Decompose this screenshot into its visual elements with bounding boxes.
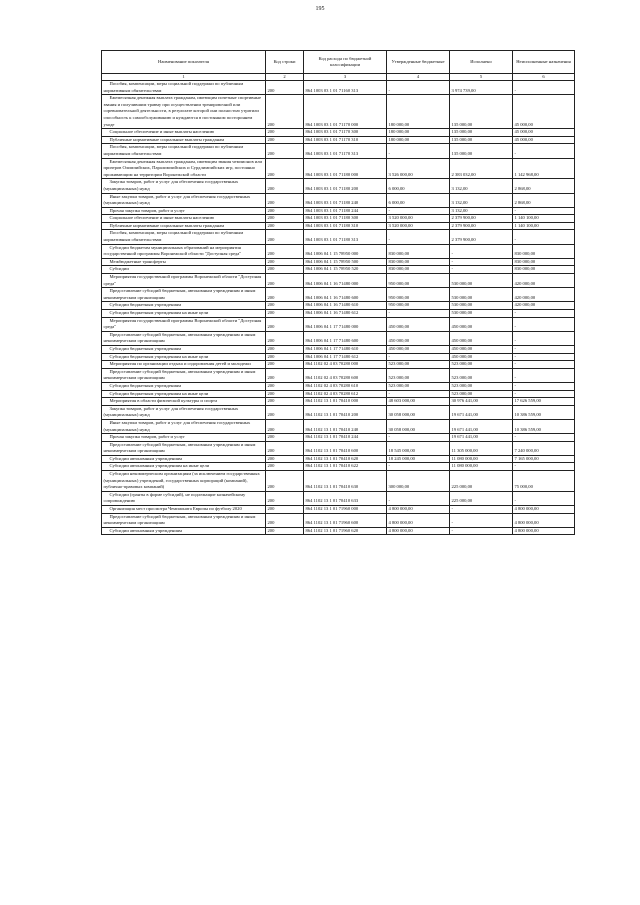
row-executed-value: 3 132,00 <box>450 207 513 215</box>
table-row <box>102 390 575 398</box>
row-approved-value: 6 000,00 <box>387 179 450 193</box>
row-unexecuted-value: - <box>513 81 575 95</box>
row-name: Прочая закупка товаров, работ и услуг <box>102 207 266 215</box>
row-unexecuted-value: 2 868,00 <box>513 179 575 193</box>
row-unexecuted-value: 830 000,00 <box>513 244 575 258</box>
row-approved-value: - <box>387 207 450 215</box>
row-name: Организация мест просмотра Чемпионата Европы по футболу 2020 <box>102 506 266 514</box>
row-classification-code: 864 1003 03 1 01 71170 313 <box>304 144 387 158</box>
row-approved-value: 950 000,00 <box>387 274 450 288</box>
row-executed-value: 11 305 000,00 <box>450 441 513 455</box>
table-row <box>102 331 575 345</box>
row-line-code: 200 <box>266 266 304 274</box>
row-classification-code: 864 1102 02 4 03 70280 612 <box>304 390 387 398</box>
row-name: Субсидии бюджетным учреждениям на иные цели <box>102 353 266 361</box>
column-number: 2 <box>266 74 304 81</box>
row-executed-value: - <box>450 513 513 527</box>
row-classification-code: 864 1003 03 1 01 71170 300 <box>304 129 387 137</box>
table-row <box>102 419 575 433</box>
row-executed-value: 30 976 441,00 <box>450 398 513 406</box>
row-approved-value: 523 000,00 <box>387 368 450 382</box>
row-unexecuted-value: - <box>513 331 575 345</box>
row-executed-value: 225 000,00 <box>450 471 513 492</box>
row-name: Межбюджетные трансферты <box>102 258 266 266</box>
row-line-code: 200 <box>266 506 304 514</box>
row-executed-value: - <box>450 506 513 514</box>
table-row <box>102 513 575 527</box>
row-name: Субсидии (гранты в форме субсидий), не подлежащие казначейскому сопровождению <box>102 491 266 505</box>
row-approved-value: 450 000,00 <box>387 317 450 331</box>
page-number: 195 <box>315 6 325 12</box>
row-line-code: 200 <box>266 95 304 129</box>
row-unexecuted-value: - <box>513 368 575 382</box>
row-classification-code: 864 1102 13 1 01 70410 622 <box>304 463 387 471</box>
row-executed-value: 450 000,00 <box>450 331 513 345</box>
row-approved-value: 30 058 000,00 <box>387 405 450 419</box>
row-line-code: 200 <box>266 398 304 406</box>
row-executed-value: 3 974 739,00 <box>450 81 513 95</box>
row-line-code: 200 <box>266 434 304 442</box>
row-line-code: 200 <box>266 302 304 310</box>
table-row <box>102 222 575 230</box>
row-classification-code: 864 1102 13 1 01 71960 000 <box>304 506 387 514</box>
row-unexecuted-value: 1 142 968,00 <box>513 158 575 179</box>
row-unexecuted-value: - <box>513 230 575 244</box>
row-line-code: 200 <box>266 222 304 230</box>
row-line-code: 200 <box>266 215 304 223</box>
row-unexecuted-value: - <box>513 491 575 505</box>
row-name: Субсидии бюджетам муниципальных образований на мероприятия государственной программы Воронежской области "Доступная среда" <box>102 244 266 258</box>
row-classification-code: 864 1102 02 4 03 70280 610 <box>304 382 387 390</box>
row-approved-value: 950 000,00 <box>387 288 450 302</box>
row-unexecuted-value: - <box>513 463 575 471</box>
row-classification-code: 864 1102 02 4 03 70280 000 <box>304 361 387 369</box>
row-approved-value: 4 800 000,00 <box>387 506 450 514</box>
row-approved-value: 180 000,00 <box>387 95 450 129</box>
table-row <box>102 471 575 492</box>
row-classification-code: 864 1006 04 1 16 71480 612 <box>304 310 387 318</box>
row-classification-code: 864 1003 03 1 01 71180 000 <box>304 158 387 179</box>
row-executed-value: 11 080 000,00 <box>450 463 513 471</box>
table-row <box>102 266 575 274</box>
row-approved-value: 523 000,00 <box>387 361 450 369</box>
table-row <box>102 274 575 288</box>
row-classification-code: 864 1102 13 1 01 70410 633 <box>304 491 387 505</box>
row-executed-value: 3 132,00 <box>450 193 513 207</box>
budget-execution-table <box>101 50 575 535</box>
row-line-code: 200 <box>266 463 304 471</box>
table-row <box>102 398 575 406</box>
row-line-code: 200 <box>266 244 304 258</box>
row-line-code: 200 <box>266 81 304 95</box>
row-executed-value: 450 000,00 <box>450 317 513 331</box>
row-name: Пособия, компенсации, меры социальной поддержки по публичным нормативным обязательствам <box>102 144 266 158</box>
table-row <box>102 288 575 302</box>
row-unexecuted-value: - <box>513 382 575 390</box>
row-unexecuted-value: 45 000,00 <box>513 136 575 144</box>
row-name: Закупка товаров, работ и услуг для обеспечения государственных (муниципальных) нужд <box>102 179 266 193</box>
row-name: Субсидии автономным учреждениям <box>102 527 266 535</box>
row-approved-value: 3 520 000,00 <box>387 215 450 223</box>
row-approved-value: 450 000,00 <box>387 331 450 345</box>
row-name: Мероприятия по организации отдыха и оздоровления детей и молодежи <box>102 361 266 369</box>
row-unexecuted-value: 7 165 000,00 <box>513 455 575 463</box>
row-classification-code: 864 1006 04 1 15 78950 500 <box>304 258 387 266</box>
row-name: Субсидии бюджетным учреждениям на иные цели <box>102 390 266 398</box>
row-name: Закупка товаров, работ и услуг для обеспечения государственных (муниципальных) нужд <box>102 405 266 419</box>
row-classification-code: 864 1102 13 1 01 70410 000 <box>304 398 387 406</box>
row-line-code: 200 <box>266 441 304 455</box>
row-name: Социальное обеспечение и иные выплаты населению <box>102 215 266 223</box>
row-line-code: 200 <box>266 274 304 288</box>
row-line-code: 200 <box>266 491 304 505</box>
row-classification-code: 864 1003 03 1 01 71160 313 <box>304 81 387 95</box>
row-unexecuted-value: 10 386 559,00 <box>513 405 575 419</box>
row-approved-value: 180 000,00 <box>387 136 450 144</box>
row-approved-value: 6 000,00 <box>387 193 450 207</box>
row-name: Субсидии <box>102 266 266 274</box>
table-row <box>102 193 575 207</box>
row-line-code: 200 <box>266 331 304 345</box>
header-budget-classification: Код расхода по бюджетной классификации <box>304 51 387 74</box>
table-row <box>102 463 575 471</box>
table-row <box>102 345 575 353</box>
row-name: Мероприятия государственной программы Воронежской области "Доступная среда" <box>102 274 266 288</box>
row-approved-value: 3 520 000,00 <box>387 222 450 230</box>
row-approved-value: 4 800 000,00 <box>387 513 450 527</box>
row-executed-value: 523 000,00 <box>450 390 513 398</box>
row-executed-value: 135 000,00 <box>450 129 513 137</box>
row-classification-code: 864 1006 04 1 17 71480 000 <box>304 317 387 331</box>
row-executed-value: 523 000,00 <box>450 368 513 382</box>
row-line-code: 200 <box>266 353 304 361</box>
row-classification-code: 864 1006 04 1 17 71480 600 <box>304 331 387 345</box>
row-unexecuted-value: 10 386 559,00 <box>513 419 575 433</box>
row-approved-value: 523 000,00 <box>387 382 450 390</box>
table-row <box>102 129 575 137</box>
table-row <box>102 368 575 382</box>
row-unexecuted-value: - <box>513 361 575 369</box>
row-executed-value: - <box>450 258 513 266</box>
row-line-code: 200 <box>266 230 304 244</box>
column-number: 6 <box>513 74 575 81</box>
row-line-code: 200 <box>266 513 304 527</box>
row-unexecuted-value: - <box>513 310 575 318</box>
row-executed-value: - <box>450 244 513 258</box>
row-classification-code: 864 1102 13 1 01 70410 620 <box>304 455 387 463</box>
row-name: Субсидии бюджетным учреждениям на иные цели <box>102 310 266 318</box>
row-line-code: 200 <box>266 345 304 353</box>
row-classification-code: 864 1102 13 1 01 71960 620 <box>304 527 387 535</box>
column-number: 3 <box>304 74 387 81</box>
row-classification-code: 864 1003 03 1 01 71180 300 <box>304 215 387 223</box>
row-classification-code: 864 1006 04 1 15 78950 520 <box>304 266 387 274</box>
row-approved-value: 3 526 000,00 <box>387 158 450 179</box>
row-executed-value: 2 383 032,00 <box>450 158 513 179</box>
row-executed-value: 523 000,00 <box>450 361 513 369</box>
row-name: Субсидии автономным учреждениям <box>102 455 266 463</box>
row-classification-code: 864 1003 03 1 01 71170 310 <box>304 136 387 144</box>
row-classification-code: 864 1102 02 4 03 70280 600 <box>304 368 387 382</box>
table-row <box>102 382 575 390</box>
row-classification-code: 864 1003 03 1 01 71180 313 <box>304 230 387 244</box>
row-line-code: 200 <box>266 455 304 463</box>
header-line-code: Код строки <box>266 51 304 74</box>
row-executed-value: 450 000,00 <box>450 345 513 353</box>
row-approved-value: 950 000,00 <box>387 302 450 310</box>
table-row <box>102 81 575 95</box>
row-unexecuted-value: 1 140 100,00 <box>513 222 575 230</box>
row-approved-value: 830 000,00 <box>387 266 450 274</box>
row-line-code: 200 <box>266 288 304 302</box>
table-row <box>102 136 575 144</box>
table-row <box>102 361 575 369</box>
row-unexecuted-value: 4 800 000,00 <box>513 513 575 527</box>
row-approved-value: 180 000,00 <box>387 129 450 137</box>
row-approved-value: 830 000,00 <box>387 258 450 266</box>
row-executed-value: 2 379 900,00 <box>450 230 513 244</box>
table-row <box>102 353 575 361</box>
table-row <box>102 144 575 158</box>
row-approved-value: 300 000,00 <box>387 471 450 492</box>
row-name: Мероприятия в области физической культуры и спорта <box>102 398 266 406</box>
row-approved-value: 4 800 000,00 <box>387 527 450 535</box>
row-executed-value: 135 000,00 <box>450 136 513 144</box>
row-approved-value: 30 058 000,00 <box>387 419 450 433</box>
row-line-code: 200 <box>266 193 304 207</box>
row-name: Субсидии бюджетным учреждениям <box>102 345 266 353</box>
row-classification-code: 864 1102 13 1 01 70410 244 <box>304 434 387 442</box>
row-unexecuted-value: 45 000,00 <box>513 129 575 137</box>
row-executed-value: 3 132,00 <box>450 179 513 193</box>
row-unexecuted-value: 420 000,00 <box>513 274 575 288</box>
row-unexecuted-value: 4 800 000,00 <box>513 527 575 535</box>
row-unexecuted-value: - <box>513 434 575 442</box>
row-line-code: 200 <box>266 382 304 390</box>
column-number-row <box>102 74 575 81</box>
table-row <box>102 258 575 266</box>
table-row <box>102 491 575 505</box>
table-row <box>102 302 575 310</box>
table-row <box>102 179 575 193</box>
row-executed-value: 225 000,00 <box>450 491 513 505</box>
row-executed-value: - <box>450 266 513 274</box>
table-row <box>102 527 575 535</box>
row-executed-value: 2 379 900,00 <box>450 222 513 230</box>
table-row <box>102 207 575 215</box>
row-name: Предоставление субсидий бюджетным, автономным учреждениям и иным некоммерческим организациям <box>102 368 266 382</box>
row-name: Ежемесячная денежная выплата гражданам, имеющим почетные спортивные звания и получившим травму при осуществлении тренировочной или соревновательной деятельности, в результате которой они полностью утратили способность к самообслуживанию и нуждаются в постоянном постороннем уходе <box>102 95 266 129</box>
row-line-code: 200 <box>266 158 304 179</box>
row-unexecuted-value: 830 000,00 <box>513 258 575 266</box>
row-classification-code: 864 1006 04 1 16 71480 000 <box>304 274 387 288</box>
row-name: Предоставление субсидий бюджетным, автономным учреждениям и иным некоммерческим организациям <box>102 331 266 345</box>
row-approved-value: - <box>387 390 450 398</box>
row-classification-code: 864 1006 04 1 15 78950 000 <box>304 244 387 258</box>
row-approved-value: 18 245 000,00 <box>387 455 450 463</box>
table-row <box>102 158 575 179</box>
table-row <box>102 95 575 129</box>
row-unexecuted-value: - <box>513 317 575 331</box>
table-row <box>102 434 575 442</box>
row-classification-code: 864 1006 04 1 17 71480 610 <box>304 345 387 353</box>
row-name: Субсидии бюджетным учреждениям <box>102 302 266 310</box>
row-line-code: 200 <box>266 310 304 318</box>
row-executed-value: 530 000,00 <box>450 302 513 310</box>
row-name: Социальное обеспечение и иные выплаты населению <box>102 129 266 137</box>
row-approved-value: - <box>387 491 450 505</box>
row-approved-value: - <box>387 434 450 442</box>
row-approved-value: 450 000,00 <box>387 345 450 353</box>
row-line-code: 200 <box>266 129 304 137</box>
row-unexecuted-value: - <box>513 390 575 398</box>
row-unexecuted-value: 7 240 000,00 <box>513 441 575 455</box>
row-name: Предоставление субсидий бюджетным, автономным учреждениям и иным некоммерческим организациям <box>102 513 266 527</box>
row-approved-value: 48 603 000,00 <box>387 398 450 406</box>
row-name: Пособия, компенсации, меры социальной поддержки по публичным нормативным обязательствам <box>102 230 266 244</box>
row-line-code: 200 <box>266 258 304 266</box>
row-classification-code: 864 1003 03 1 01 71180 310 <box>304 222 387 230</box>
row-unexecuted-value: 17 626 559,00 <box>513 398 575 406</box>
row-classification-code: 864 1006 04 1 17 71480 612 <box>304 353 387 361</box>
row-classification-code: 864 1003 03 1 01 71180 200 <box>304 179 387 193</box>
row-classification-code: 864 1003 03 1 01 71180 244 <box>304 207 387 215</box>
row-classification-code: 864 1003 03 1 01 71180 240 <box>304 193 387 207</box>
row-line-code: 200 <box>266 368 304 382</box>
row-executed-value: 135 000,00 <box>450 144 513 158</box>
row-classification-code: 864 1102 13 1 01 70410 600 <box>304 441 387 455</box>
row-executed-value: 135 000,00 <box>450 95 513 129</box>
row-name: Субсидии некоммерческим организациям (за исключением государственных (муниципальных) учреждений, государственных корпораций (компаний), публично-правовых компаний) <box>102 471 266 492</box>
row-name: Субсидии бюджетным учреждениям <box>102 382 266 390</box>
row-executed-value: 11 080 000,00 <box>450 455 513 463</box>
row-line-code: 200 <box>266 179 304 193</box>
row-executed-value: 19 671 441,00 <box>450 419 513 433</box>
column-number: 4 <box>387 74 450 81</box>
row-classification-code: 864 1006 04 1 16 71480 610 <box>304 302 387 310</box>
row-unexecuted-value: 4 800 000,00 <box>513 506 575 514</box>
row-line-code: 200 <box>266 471 304 492</box>
row-classification-code: 864 1102 13 1 01 70410 630 <box>304 471 387 492</box>
row-approved-value: - <box>387 81 450 95</box>
row-approved-value: - <box>387 353 450 361</box>
row-name: Мероприятия государственной программы Воронежской области "Доступная среда" <box>102 317 266 331</box>
row-executed-value: 19 671 441,00 <box>450 434 513 442</box>
row-name: Пособия, компенсации, меры социальной поддержки по публичным нормативным обязательствам <box>102 81 266 95</box>
row-line-code: 200 <box>266 136 304 144</box>
row-unexecuted-value: - <box>513 144 575 158</box>
row-line-code: 200 <box>266 207 304 215</box>
row-unexecuted-value: - <box>513 345 575 353</box>
row-unexecuted-value: 2 868,00 <box>513 193 575 207</box>
header-unexecuted: Неисполненные назначения <box>513 51 575 74</box>
row-executed-value: 450 000,00 <box>450 353 513 361</box>
table-row <box>102 405 575 419</box>
row-name: Иные закупки товаров, работ и услуг для обеспечения государственных (муниципальных) нужд <box>102 419 266 433</box>
row-line-code: 200 <box>266 527 304 535</box>
row-name: Ежемесячная денежная выплата гражданам, имеющим звания чемпионов или призеров Олимпийских, Паралимпийских и Сурдлимпийских игр, постоянно проживающим на территории Воронежской области <box>102 158 266 179</box>
row-name: Субсидии автономным учреждениям на иные цели <box>102 463 266 471</box>
row-name: Предоставление субсидий бюджетным, автономным учреждениям и иным некоммерческим организациям <box>102 288 266 302</box>
row-classification-code: 864 1003 03 1 01 71170 000 <box>304 95 387 129</box>
header-executed: Исполнено <box>450 51 513 74</box>
table-header-row <box>102 51 575 74</box>
row-line-code: 200 <box>266 405 304 419</box>
table-row <box>102 244 575 258</box>
table-row <box>102 441 575 455</box>
header-approved: Утвержденные бюджетные <box>387 51 450 74</box>
row-unexecuted-value: 830 000,00 <box>513 266 575 274</box>
row-executed-value: 530 000,00 <box>450 288 513 302</box>
row-name: Публичные нормативные социальные выплаты гражданам <box>102 222 266 230</box>
row-classification-code: 864 1006 04 1 16 71480 600 <box>304 288 387 302</box>
row-name: Иные закупки товаров, работ и услуг для обеспечения государственных (муниципальных) нужд <box>102 193 266 207</box>
row-approved-value: - <box>387 144 450 158</box>
row-classification-code: 864 1102 13 1 01 70410 200 <box>304 405 387 419</box>
row-approved-value: - <box>387 463 450 471</box>
row-executed-value: - <box>450 527 513 535</box>
row-executed-value: 530 000,00 <box>450 274 513 288</box>
table-row <box>102 230 575 244</box>
row-unexecuted-value: 1 140 100,00 <box>513 215 575 223</box>
row-executed-value: 19 671 441,00 <box>450 405 513 419</box>
column-number: 1 <box>102 74 266 81</box>
row-name: Прочая закупка товаров, работ и услуг <box>102 434 266 442</box>
header-indicator-name: Наименование показателя <box>102 51 266 74</box>
row-classification-code: 864 1102 13 1 01 70410 240 <box>304 419 387 433</box>
table-row <box>102 310 575 318</box>
row-unexecuted-value: 75 000,00 <box>513 471 575 492</box>
row-classification-code: 864 1102 13 1 01 71960 600 <box>304 513 387 527</box>
row-line-code: 200 <box>266 317 304 331</box>
column-number: 5 <box>450 74 513 81</box>
row-line-code: 200 <box>266 144 304 158</box>
row-unexecuted-value: 420 000,00 <box>513 302 575 310</box>
row-executed-value: 523 000,00 <box>450 382 513 390</box>
row-approved-value: 830 000,00 <box>387 244 450 258</box>
row-executed-value: 2 379 900,00 <box>450 215 513 223</box>
row-line-code: 200 <box>266 361 304 369</box>
table-row <box>102 215 575 223</box>
row-approved-value: - <box>387 310 450 318</box>
table-row <box>102 506 575 514</box>
row-name: Предоставление субсидий бюджетным, автономным учреждениям и иным некоммерческим организациям <box>102 441 266 455</box>
row-line-code: 200 <box>266 419 304 433</box>
row-unexecuted-value: 420 000,00 <box>513 288 575 302</box>
row-approved-value: 18 545 000,00 <box>387 441 450 455</box>
row-unexecuted-value: - <box>513 207 575 215</box>
row-unexecuted-value: 45 000,00 <box>513 95 575 129</box>
table-row <box>102 317 575 331</box>
row-unexecuted-value: - <box>513 353 575 361</box>
row-line-code: 200 <box>266 390 304 398</box>
row-executed-value: 530 000,00 <box>450 310 513 318</box>
table-row <box>102 455 575 463</box>
row-approved-value: - <box>387 230 450 244</box>
row-name: Публичные нормативные социальные выплаты гражданам <box>102 136 266 144</box>
